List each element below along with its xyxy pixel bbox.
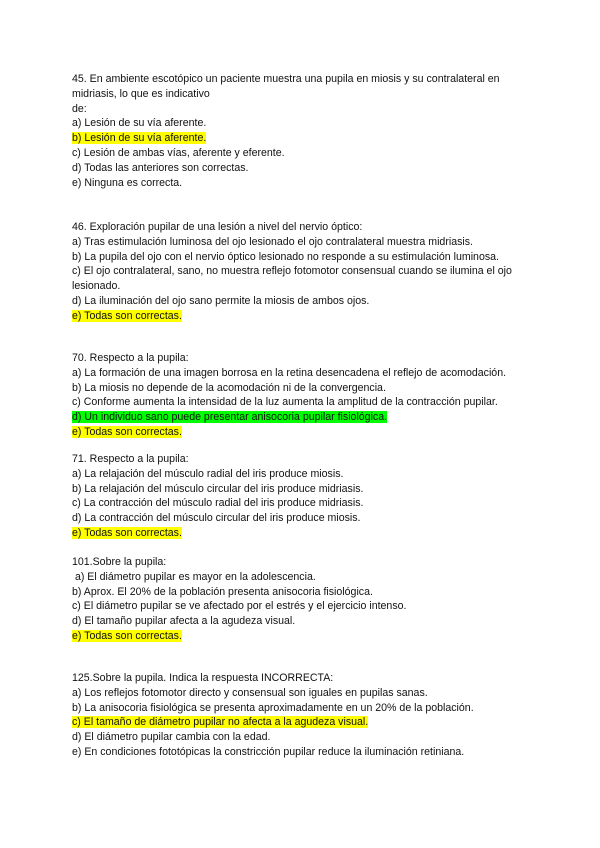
- question-stem: 45. En ambiente escotópico un paciente muestra una pupila en miosis y su contralateral en midriasis, lo que es indicativo: [72, 73, 500, 100]
- question-stem: 125.Sobre la pupila. Indica la respuesta INCORRECTA:: [72, 672, 334, 684]
- question-70: [72, 351, 542, 440]
- option-d: d) Todas las anteriores son correctas.: [72, 161, 249, 174]
- option-e: e) Ninguna es correcta.: [72, 176, 183, 189]
- option-e-highlighted: e) Todas son correctas.: [72, 309, 182, 322]
- option-c: c) Lesión de ambas vías, aferente y eferente.: [72, 146, 285, 159]
- option-e-highlighted: e) Todas son correctas.: [72, 425, 182, 438]
- option-b: b) La pupila del ojo con el nervio óptico lesionado no responde a su estimulación luminosa.: [72, 250, 499, 263]
- question-101: [72, 555, 542, 644]
- option-a: a) La formación de una imagen borrosa en la retina desencadena el reflejo de acomodación.: [72, 366, 507, 379]
- option-c: c) Conforme aumenta la intensidad de la luz aumenta la amplitud de la contracción pupilar.: [72, 396, 498, 409]
- question-71: [72, 452, 542, 541]
- question-stem: 46. Exploración pupilar de una lesión a nivel del nervio óptico:: [72, 221, 363, 233]
- option-e: e) En condiciones fototópicas la constricción pupilar reduce la iluminación retiniana.: [72, 745, 465, 758]
- option-d: d) El tamaño pupilar afecta a la agudeza visual.: [72, 615, 296, 628]
- option-b: b) La miosis no depende de la acomodación ni de la convergencia.: [72, 381, 386, 394]
- option-e-highlighted: e) Todas son correctas.: [72, 526, 182, 539]
- option-a: a) El diámetro pupilar es mayor en la adolescencia.: [72, 570, 316, 583]
- question-stem: 101.Sobre la pupila:: [72, 556, 167, 568]
- option-a: a) Lesión de su vía aferente.: [72, 117, 207, 130]
- option-c: c) El ojo contralateral, sano, no muestra reflejo fotomotor consensual cuando se ilumina el ojo lesionado.: [72, 265, 512, 293]
- option-c-highlighted: c) El tamaño de diámetro pupilar no afecta a la agudeza visual.: [72, 716, 369, 729]
- question-stem: 70. Respecto a la pupila:: [72, 352, 189, 364]
- option-d: d) El diámetro pupilar cambia con la edad.: [72, 731, 271, 744]
- option-a: a) La relajación del músculo radial del iris produce miosis.: [72, 467, 344, 480]
- question-stem: 71. Respecto a la pupila:: [72, 453, 189, 465]
- question-46: [72, 220, 542, 324]
- option-b: b) Aprox. El 20% de la población presenta anisocoria fisiológica.: [72, 585, 373, 598]
- option-d-highlighted: d) Un individuo sano puede presentar anisocoria pupilar fisiológica.: [72, 411, 388, 424]
- option-c: c) La contracción del músculo radial del iris produce midriasis.: [72, 497, 364, 510]
- option-a: a) Tras estimulación luminosa del ojo lesionado el ojo contralateral muestra midriasis.: [72, 235, 473, 248]
- option-b: b) La relajación del músculo circular del iris produce midriasis.: [72, 482, 364, 495]
- question-stem-continuation: de:: [72, 102, 87, 115]
- option-d: d) La contracción del músculo circular del iris produce miosis.: [72, 512, 361, 525]
- option-d: d) La iluminación del ojo sano permite la miosis de ambos ojos.: [72, 294, 370, 307]
- question-45: [72, 72, 542, 190]
- option-e-highlighted: e) Todas son correctas.: [72, 629, 182, 642]
- option-b-highlighted: b) Lesión de su vía aferente.: [72, 132, 207, 145]
- option-b: b) La anisocoria fisiológica se presenta aproximadamente en un 20% de la población.: [72, 701, 474, 714]
- option-c: c) El diámetro pupilar se ve afectado por el estrés y el ejercicio intenso.: [72, 600, 407, 613]
- question-125: [72, 671, 542, 760]
- option-a: a) Los reflejos fotomotor directo y consensual son iguales en pupilas sanas.: [72, 686, 428, 699]
